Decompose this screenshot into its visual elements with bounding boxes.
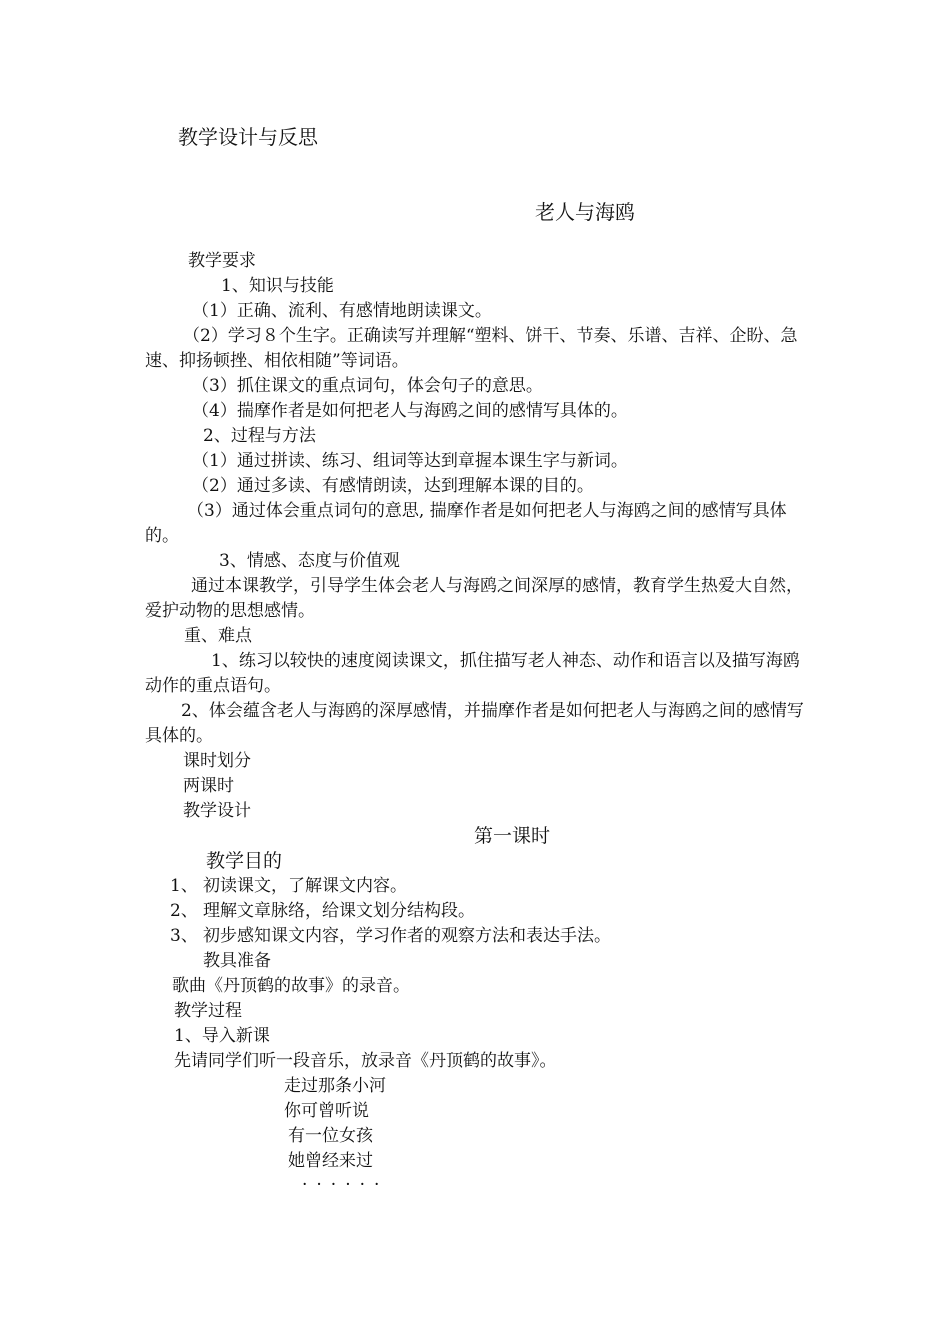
lesson-title: 第一课时 <box>474 825 551 847</box>
prep-text: 歌曲《丹顶鹤的故事》的录音。 <box>172 976 410 996</box>
teaching-process-heading: 教学过程 <box>174 1001 242 1021</box>
emotion-text: 通过本课教学，引导学生体会老人与海鸥之间深厚的感情，教育学生热爱大自然，爱护动物的思想感情。 <box>145 576 803 621</box>
process-item: （1）通过拼读、练习、组词等达到章握本课生字与新词。 <box>192 451 628 471</box>
schedule-value: 两课时 <box>183 776 234 796</box>
goal-text: 理解文章脉络，给课文划分结构段。 <box>203 901 475 921</box>
schedule-heading: 课时划分 <box>183 751 251 771</box>
lyric-line: 你可曾听说 <box>284 1101 369 1121</box>
goal-text: 初读课文，了解课文内容。 <box>203 876 407 896</box>
lesson-goal-heading: 教学目的 <box>206 850 283 872</box>
prep-heading: 教具准备 <box>203 951 271 971</box>
knowledge-item: （1）正确、流利、有感情地朗读课文。 <box>192 301 492 321</box>
knowledge-item: （3）抓住课文的重点词句，体会句子的意思。 <box>192 376 543 396</box>
lyric-line: 她曾经来过 <box>288 1151 373 1171</box>
knowledge-item: （2）学习８个生字。正确读写并理解“塑料、饼干、节奏、乐谱、吉祥、企盼、急速、抑扬顿挫、相依相随”等词语。 <box>145 326 798 371</box>
lyric-line: 有一位女孩 <box>288 1126 373 1146</box>
requirements-heading: 教学要求 <box>188 251 256 271</box>
key-point-item: 1、练习以较快的速度阅读课文，抓住描写老人神态、动作和语言以及描写海鸥动作的重点语句。 <box>145 651 800 696</box>
goal-number: 2、 <box>170 901 198 921</box>
document-header: 教学设计与反思 <box>178 125 318 149</box>
goal-text: 初步感知课文内容，学习作者的观察方法和表达手法。 <box>203 926 611 946</box>
emotion-heading: 3、情感、态度与价值观 <box>219 551 400 571</box>
key-points-heading: 重、难点 <box>184 626 252 646</box>
process-item: （3）通过体会重点词句的意思, 揣摩作者是如何把老人与海鸥之间的感情写具体的。 <box>145 501 787 546</box>
design-heading: 教学设计 <box>183 801 251 821</box>
knowledge-skills-heading: 1、知识与技能 <box>221 276 334 296</box>
lyric-line: 走过那条小河 <box>284 1076 386 1096</box>
process-method-heading: 2、过程与方法 <box>203 426 316 446</box>
lyrics-ellipsis: ······ <box>302 1175 389 1195</box>
knowledge-item: （4）揣摩作者是如何把老人与海鸥之间的感情写具体的。 <box>192 401 628 421</box>
article-title: 老人与海鸥 <box>535 200 635 224</box>
goal-number: 1、 <box>170 876 198 896</box>
step-heading: 1、导入新课 <box>174 1026 270 1046</box>
key-point-item: 2、体会蕴含老人与海鸥的深厚感情，并揣摩作者是如何把老人与海鸥之间的感情写具体的。 <box>145 701 804 746</box>
goal-number: 3、 <box>170 926 198 946</box>
step-text: 先请同学们听一段音乐，放录音《丹顶鹤的故事》。 <box>174 1051 557 1071</box>
process-item: （2）通过多读、有感情朗读，达到理解本课的目的。 <box>192 476 594 496</box>
